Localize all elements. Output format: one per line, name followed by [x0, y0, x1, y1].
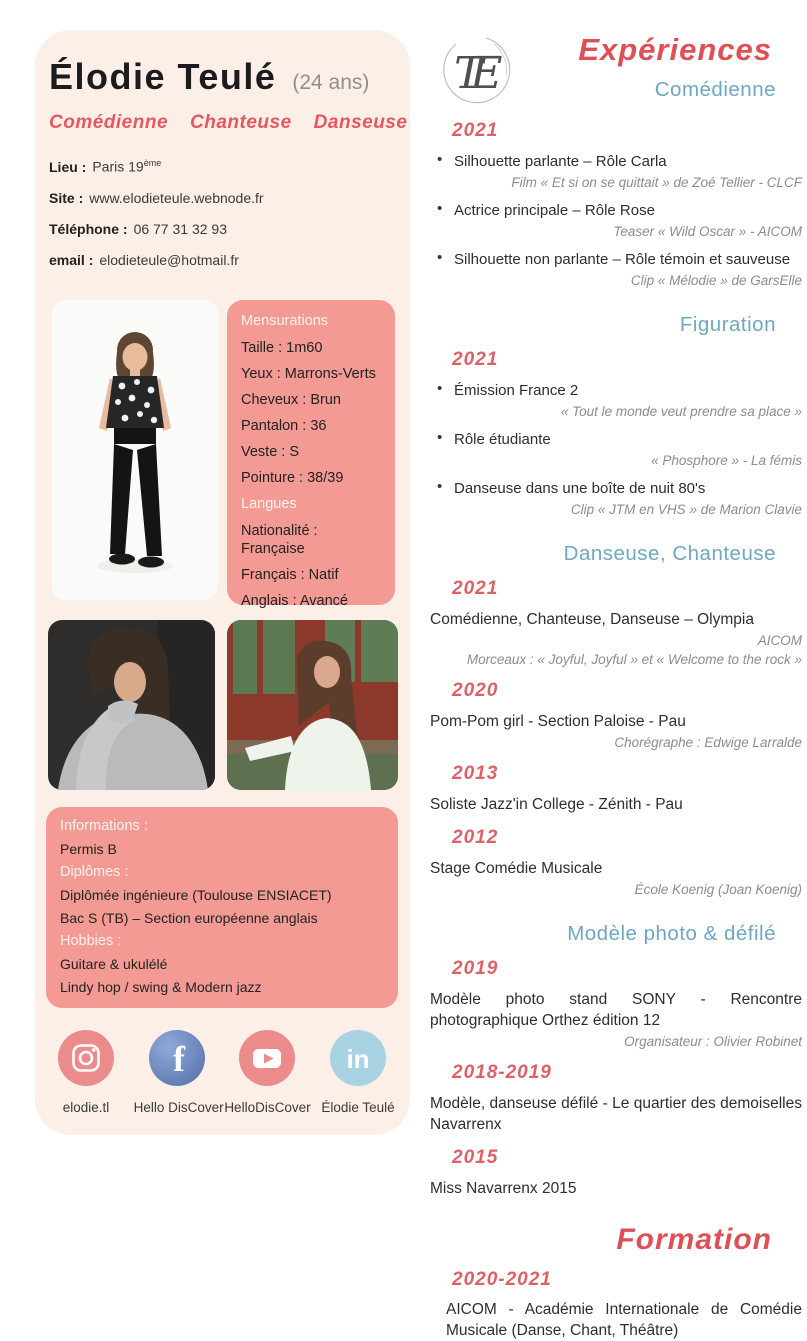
- year-label: 2021: [452, 349, 499, 370]
- experience-title: Soliste Jazz'in College - Zénith - Pau: [430, 796, 683, 813]
- experience-credit: Organisateur : Olivier Robinet: [624, 1034, 802, 1049]
- mensurations-box: [227, 300, 395, 609]
- name-row: [49, 56, 401, 98]
- role-chanteuse: Chanteuse: [190, 112, 292, 133]
- social-facebook: [133, 1030, 224, 1115]
- contact-phone: [49, 221, 399, 237]
- year-label: 2012: [452, 827, 499, 848]
- experience-title: Pom-Pom girl - Section Paloise - Pau: [430, 713, 686, 730]
- svg-text:in: in: [346, 1044, 370, 1074]
- right-header: [430, 28, 802, 108]
- mensurations-title: Mensurations: [241, 313, 329, 329]
- langue-row: Nationalité : Française: [241, 523, 318, 557]
- section-formation: [430, 1223, 802, 1341]
- full-body-photo-illustration: [52, 300, 218, 600]
- lieu-value: Paris 19: [92, 158, 144, 175]
- experience-credit: AICOM: [757, 633, 802, 648]
- year-label: 2021: [452, 120, 499, 141]
- diplome-row: Bac S (TB) – Section européenne anglais: [60, 910, 318, 926]
- experience-credit: École Koenig (Joan Koenig): [634, 882, 802, 897]
- social-row: [43, 1030, 401, 1115]
- hobbies-title: Hobbies :: [60, 933, 122, 949]
- section-modele-photo: [430, 922, 802, 1199]
- youtube-icon[interactable]: [239, 1030, 295, 1086]
- mensuration-row: Cheveux : Brun: [241, 392, 341, 408]
- experience-item: [430, 1178, 802, 1199]
- experience-credit: Morceaux : « Joyful, Joyful » et « Welcome to the rock »: [466, 652, 802, 667]
- diplomes-title: Diplômes :: [60, 864, 129, 880]
- experience-item: [430, 711, 802, 751]
- lieu-label: Lieu :: [49, 158, 87, 175]
- hobby-row: Guitare & ukulélé: [60, 956, 168, 972]
- section-heading-figuration: Figuration: [679, 313, 776, 336]
- mensuration-row: Yeux : Marrons-Verts: [241, 366, 376, 382]
- section-heading-comedienne: Comédienne: [654, 78, 776, 101]
- lieu-sup: ème: [143, 158, 162, 168]
- experience-item: [430, 478, 802, 518]
- contact-email: [49, 252, 399, 268]
- mensuration-row: Veste : S: [241, 444, 300, 460]
- experience-credit: Clip « JTM en VHS » de Marion Clavie: [570, 502, 802, 517]
- experience-credit: Chorégraphe : Edwige Larralde: [614, 735, 802, 750]
- experience-title: Danseuse dans une boîte de nuit 80's: [454, 480, 706, 497]
- year-label: 2018-2019: [452, 1062, 552, 1083]
- experiences-title: Expériences: [578, 32, 772, 67]
- section-heading-modele-photo: Modèle photo & défilé: [567, 922, 776, 945]
- youtube-handle: HelloDisCover: [224, 1100, 311, 1115]
- formation-text: AICOM - Académie Internationale de Comédie Musicale (Danse, Chant, Théâtre): [446, 1301, 802, 1339]
- outdoor-photo-illustration: [227, 620, 398, 790]
- section-figuration: [430, 313, 802, 518]
- role-danseuse: Danseuse: [313, 112, 408, 133]
- informations-title: Informations :: [60, 818, 148, 834]
- experience-title: Actrice principale – Rôle Rose: [454, 202, 655, 219]
- site-value[interactable]: www.elodieteule.webnode.fr: [89, 189, 264, 206]
- experience-item: [430, 794, 802, 815]
- langues-title: Langues: [241, 496, 297, 512]
- contact-block: [49, 158, 399, 283]
- bullet-icon: •: [437, 200, 443, 217]
- experience-title: Stage Comédie Musicale: [430, 860, 603, 877]
- linkedin-icon[interactable]: [330, 1030, 386, 1086]
- mensuration-row: Pantalon : 36: [241, 418, 327, 434]
- experience-credit: Teaser « Wild Oscar » - AICOM: [613, 224, 802, 239]
- year-label: 2015: [452, 1147, 499, 1168]
- hobby-row: Lindy hop / swing & Modern jazz: [60, 979, 262, 995]
- svg-text:f: f: [172, 1039, 185, 1079]
- experience-title: Rôle étudiante: [454, 431, 551, 448]
- section-comedienne: [430, 120, 802, 289]
- person-age: (24 ans): [292, 71, 370, 94]
- bullet-icon: •: [437, 478, 443, 495]
- email-value[interactable]: elodieteule@hotmail.fr: [99, 251, 239, 268]
- bullet-icon: •: [437, 380, 443, 397]
- outdoor-photo: [227, 620, 398, 790]
- experience-item: [430, 989, 802, 1050]
- experience-credit: Film « Et si on se quittait » de Zoé Tellier - CLCF: [511, 175, 802, 190]
- information-row: Permis B: [60, 841, 117, 857]
- social-instagram: [43, 1030, 129, 1115]
- experience-item: [430, 609, 802, 668]
- linkedin-handle: Élodie Teulé: [321, 1100, 395, 1115]
- experience-title: Modèle, danseuse défilé - Le quartier des demoiselles Navarrenx: [430, 1095, 802, 1133]
- year-label: 2020-2021: [452, 1269, 552, 1290]
- experience-title: Miss Navarrenx 2015: [430, 1180, 577, 1197]
- experience-title: Comédienne, Chanteuse, Danseuse – Olympia: [430, 611, 754, 628]
- role-comedienne: Comédienne: [49, 112, 169, 133]
- portrait-photo: [48, 620, 215, 790]
- experience-title: Silhouette parlante – Rôle Carla: [454, 153, 667, 170]
- person-name: Élodie Teulé: [49, 56, 277, 97]
- contact-lieu: [49, 158, 399, 175]
- phone-label: Téléphone :: [49, 220, 128, 237]
- site-label: Site :: [49, 189, 84, 206]
- roles-line: [49, 112, 407, 134]
- social-youtube: [224, 1030, 310, 1115]
- facebook-icon[interactable]: [149, 1030, 205, 1086]
- bullet-icon: •: [437, 249, 443, 266]
- experience-item: [430, 380, 802, 420]
- experience-item: [430, 429, 802, 469]
- bullet-icon: •: [437, 429, 443, 446]
- full-body-photo: [52, 300, 218, 600]
- diplome-row: Diplômée ingénieure (Toulouse ENSIACET): [60, 887, 332, 903]
- mensuration-row: Pointure : 38/39: [241, 470, 344, 486]
- experience-title: Silhouette non parlante – Rôle témoin et sauveuse: [454, 251, 791, 268]
- phone-value: 06 77 31 32 93: [133, 220, 227, 237]
- email-label: email :: [49, 251, 94, 268]
- year-label: 2013: [452, 763, 499, 784]
- experience-column: [430, 28, 802, 1341]
- social-linkedin: [315, 1030, 401, 1115]
- year-label: 2021: [452, 578, 499, 599]
- profile-panel: [35, 30, 410, 1135]
- section-heading-danseuse-chanteuse: Danseuse, Chanteuse: [563, 542, 776, 565]
- experience-item: [430, 858, 802, 898]
- year-label: 2019: [452, 958, 499, 979]
- experience-credit: Clip « Mélodie » de GarsElle: [630, 273, 802, 288]
- formation-title: Formation: [616, 1223, 772, 1256]
- portrait-photo-illustration: [48, 620, 215, 790]
- experience-item: [430, 151, 802, 191]
- experience-credit: « Phosphore » - La fémis: [651, 453, 802, 468]
- experience-credit: « Tout le monde veut prendre sa place »: [560, 404, 802, 419]
- instagram-icon[interactable]: [58, 1030, 114, 1086]
- experience-title: Émission France 2: [454, 382, 579, 399]
- svg-text:TE: TE: [454, 48, 490, 99]
- langue-row: Anglais : Avancé: [241, 593, 348, 609]
- contact-site: [49, 190, 399, 206]
- langue-row: Français : Natif: [241, 567, 339, 583]
- experience-item: [430, 249, 802, 289]
- bullet-icon: •: [437, 151, 443, 168]
- year-label: 2020: [452, 680, 499, 701]
- experience-item: [430, 200, 802, 240]
- instagram-handle: elodie.tl: [62, 1100, 110, 1115]
- experience-item: [430, 1093, 802, 1135]
- informations-box: [46, 807, 398, 1008]
- experience-title: Modèle photo stand SONY - Rencontre photographique Orthez édition 12: [430, 991, 802, 1029]
- mensuration-row: Taille : 1m60: [241, 340, 323, 356]
- facebook-handle: Hello DisCover: [133, 1100, 224, 1115]
- section-danseuse-chanteuse: [430, 542, 802, 898]
